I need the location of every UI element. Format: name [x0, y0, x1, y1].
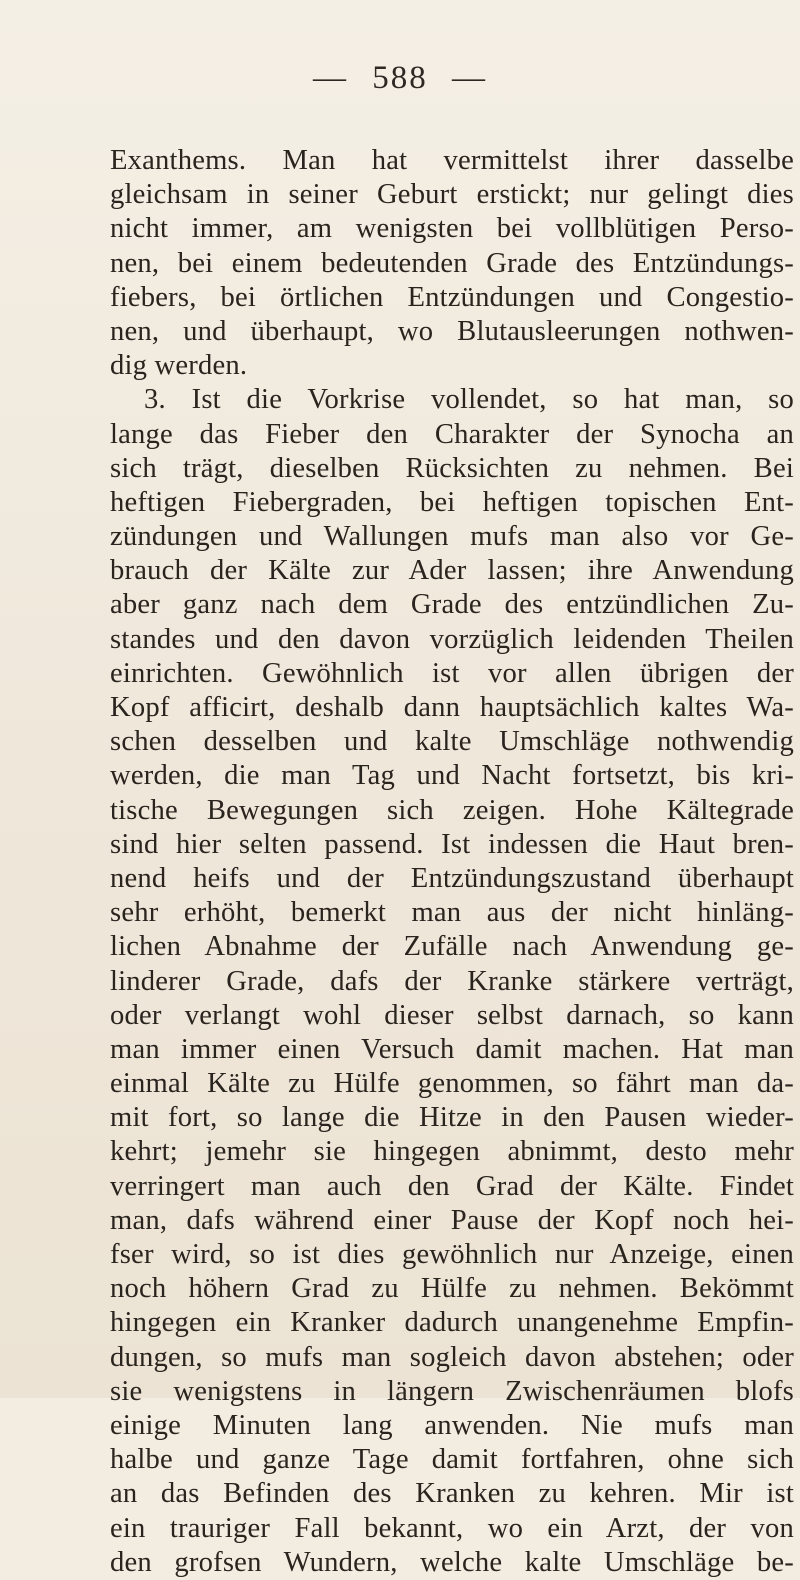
text-line: einrichten. Gewöhnlich ist vor allen übrigen der	[110, 657, 794, 689]
header-dash-left: —	[313, 60, 348, 96]
text-line: sehr erhöht, bemerkt man aus der nicht hinläng-	[110, 897, 794, 929]
text-line: schen desselben und kalte Umschläge nothwendig	[110, 726, 794, 758]
text-line: lange das Fieber den Charakter der Synocha an	[110, 418, 794, 450]
text-line: fiebers, bei örtlichen Entzündungen und Congestio-	[110, 281, 794, 313]
text-line: einmal Kälte zu Hülfe genommen, so fährt man da-	[110, 1068, 794, 1100]
text-line: tische Bewegungen sich zeigen. Hohe Kältegrade	[110, 794, 794, 826]
text-line: man immer einen Versuch damit machen. Hat man	[110, 1033, 794, 1065]
text-line: dungen, so mufs man sogleich davon abstehen; oder	[110, 1341, 794, 1373]
text-line: dig werden.	[110, 350, 248, 382]
text-line: heftigen Fiebergraden, bei heftigen topischen Ent-	[110, 486, 794, 518]
text-line: mit fort, so lange die Hitze in den Pausen wieder-	[110, 1102, 794, 1134]
text-line: linderer Grade, dafs der Kranke stärkere verträgt,	[110, 965, 794, 997]
text-line: Kopf afficirt, deshalb dann hauptsächlich kaltes Wa-	[110, 692, 794, 723]
text-line: brauch der Kälte zur Ader lassen; ihre Anwendung	[110, 555, 794, 587]
text-line: einige Minuten lang anwenden. Nie mufs man	[110, 1409, 794, 1441]
text-line: lichen Abnahme der Zufälle nach Anwendung ge-	[110, 931, 794, 963]
text-line: sie wenigstens in längern Zwischenräumen blofs	[110, 1375, 794, 1407]
text-line: kehrt; jemehr sie hingegen abnimmt, desto mehr	[110, 1136, 794, 1168]
text-line: halbe und ganze Tage damit fortfahren, ohne sich	[110, 1444, 794, 1476]
text-line: zündungen und Wallungen mufs man also vor Ge-	[110, 521, 794, 553]
text-line: nen, und überhaupt, wo Blutausleerungen nothwen-	[110, 315, 794, 347]
text-line: fser wird, so ist dies gewöhnlich nur Anzeige, einen	[110, 1239, 794, 1270]
text-line: nen, bei einem bedeutenden Grade des Entzündungs-	[110, 247, 794, 279]
text-line: nicht immer, am wenigsten bei vollblütigen Perso-	[110, 213, 794, 245]
text-line: 3. Ist die Vorkrise vollendet, so hat man, so	[144, 384, 794, 416]
text-line: Exanthems. Man hat vermittelst ihrer dasselbe	[110, 145, 794, 176]
text-line: werden, die man Tag und Nacht fortsetzt, bis kri-	[110, 760, 794, 792]
text-line: sind hier selten passend. Ist indessen die Haut bren-	[110, 828, 794, 860]
text-line: aber ganz nach dem Grade des entzündlichen Zu-	[110, 589, 794, 621]
text-line: verringert man auch den Grad der Kälte. Findet	[110, 1170, 794, 1202]
body-text	[110, 144, 794, 1580]
text-line: man, dafs während einer Pause der Kopf noch hei-	[110, 1204, 794, 1236]
text-line: hingegen ein Kranker dadurch unangenehme Empfin-	[110, 1307, 794, 1339]
header-dash-right: —	[452, 60, 487, 96]
text-line: oder verlangt wohl dieser selbst darnach, so kann	[110, 999, 794, 1031]
text-line: an das Befinden des Kranken zu kehren. Mir ist	[110, 1478, 794, 1510]
page-number: 588	[372, 60, 428, 96]
text-line: standes und den davon vorzüglich leidenden Theilen	[110, 623, 794, 655]
text-line: nend heifs und der Entzündungszustand überhaupt	[110, 862, 794, 894]
text-line: sich trägt, dieselben Rücksichten zu nehmen. Bei	[110, 452, 794, 484]
text-line: noch höhern Grad zu Hülfe zu nehmen. Bekömmt	[110, 1273, 794, 1305]
text-line: den grofsen Wundern, welche kalte Umschläge be-	[110, 1546, 794, 1578]
text-line: gleichsam in seiner Geburt erstickt; nur gelingt dies	[110, 179, 794, 211]
text-line: ein trauriger Fall bekannt, wo ein Arzt, der von	[110, 1512, 794, 1544]
page-header	[0, 60, 800, 97]
